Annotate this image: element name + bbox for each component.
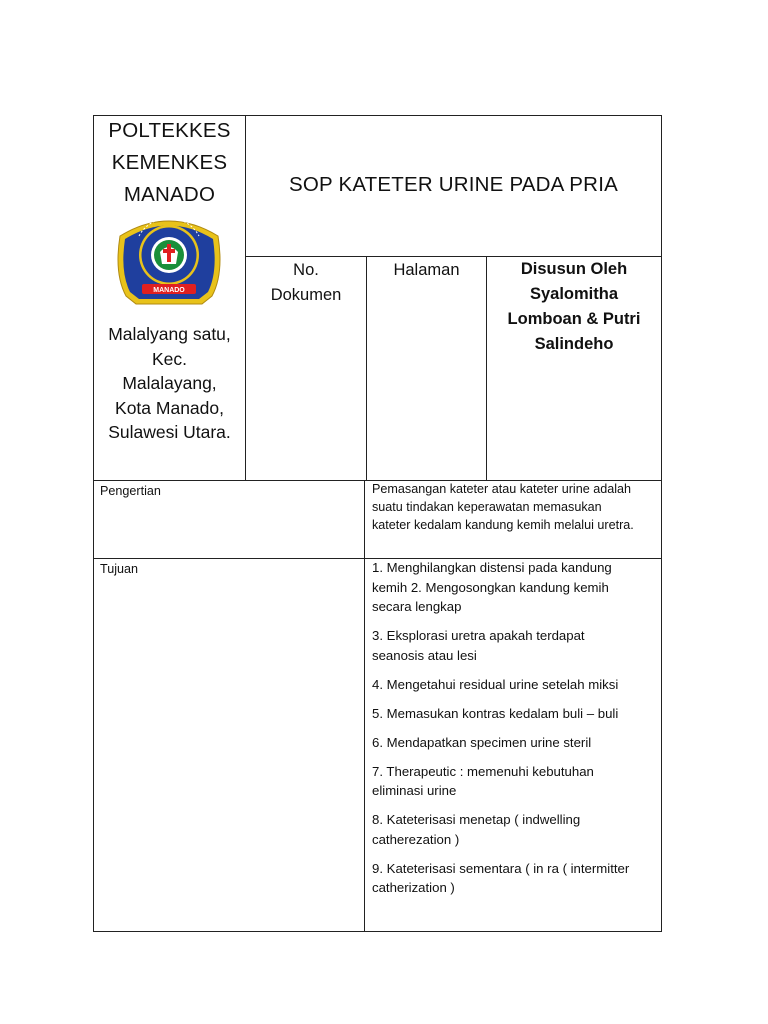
tujuan-item [372,859,660,898]
logo-banner-text: MANADO [153,287,185,294]
tujuan-item [372,733,660,753]
institution-line: POLTEKKES [108,119,231,142]
tujuan-item-line: 5. Memasukan kontras kedalam buli – buli [372,705,619,721]
tujuan-item-line: 4. Mengetahui residual urine setelah miksi [372,676,619,692]
address-line: Malalyang satu, [108,324,231,344]
pengertian-label: Pengertian [100,484,161,498]
tujuan-item-line: 6. Mendapatkan specimen urine steril [372,734,592,750]
author-block [487,257,661,357]
logo-emblem-icon [114,212,224,310]
tujuan-item [372,558,660,617]
tujuan-item-line: secara lengkap [372,599,462,614]
author-line: Disusun Oleh [520,260,628,278]
address-line: Sulawesi Utara. [108,422,231,442]
tujuan-item-line: kemih 2. Mengosongkan kandung kemih [372,579,609,595]
doc-number-line: Dokumen [270,286,342,304]
sop-title: SOP KATETER URINE PADA PRIA [289,173,618,196]
tujuan-item [372,626,660,665]
border-bottom [93,931,662,932]
author-line: Syalomitha [529,285,619,303]
address-line: Kec. [151,348,188,369]
institution-line: MANADO [123,183,216,206]
institution-address [94,322,245,445]
tujuan-item-line: 8. Kateterisasi menetap ( indwelling [372,812,581,827]
tujuan-item-line: 9. Kateterisasi sementara ( in ra ( intermitter [372,860,630,876]
author-line: Salindeho [534,335,614,353]
tujuan-label: Tujuan [100,562,139,576]
tujuan-item [372,704,660,724]
page-label: Halaman [393,261,460,279]
address-line: Kota Manado, [115,397,224,418]
tujuan-item [372,762,660,801]
tujuan-item-line: seanosis atau lesi [372,647,477,663]
doc-number-line: No. [293,261,319,279]
pengertian-text [372,480,660,534]
tujuan-item-line: 1. Menghilangkan distensi pada kandung [372,560,612,575]
author-line: Lomboan & Putri [507,310,641,328]
border-left [93,115,94,932]
border-right [661,115,662,932]
pengertian-line: suatu tindakan keperawatan memasukan [372,500,602,514]
institution-logo [114,212,224,310]
institution-line: KEMENKES [111,151,228,174]
tujuan-item-line: eliminasi urine [372,783,457,798]
tujuan-item-line: catherization ) [372,880,455,895]
tujuan-item-line: 3. Eksplorasi uretra apakah terdapat [372,628,585,643]
tujuan-item-line: 7. Therapeutic : memenuhi kebutuhan [372,763,594,779]
tujuan-item [372,675,660,695]
divider-label-col [364,480,365,932]
tujuan-list [372,558,660,907]
institution-name [94,115,245,211]
pengertian-line: Pemasangan kateter atau kateter urine adalah [372,482,632,496]
tujuan-item [372,810,660,849]
doc-number-label [246,258,366,308]
pengertian-line: kateter kedalam kandung kemih melalui uretra. [372,518,634,532]
divider-doc-col [366,256,367,481]
tujuan-item-line: catherezation ) [372,831,460,847]
address-line: Malalayang, [122,373,217,393]
